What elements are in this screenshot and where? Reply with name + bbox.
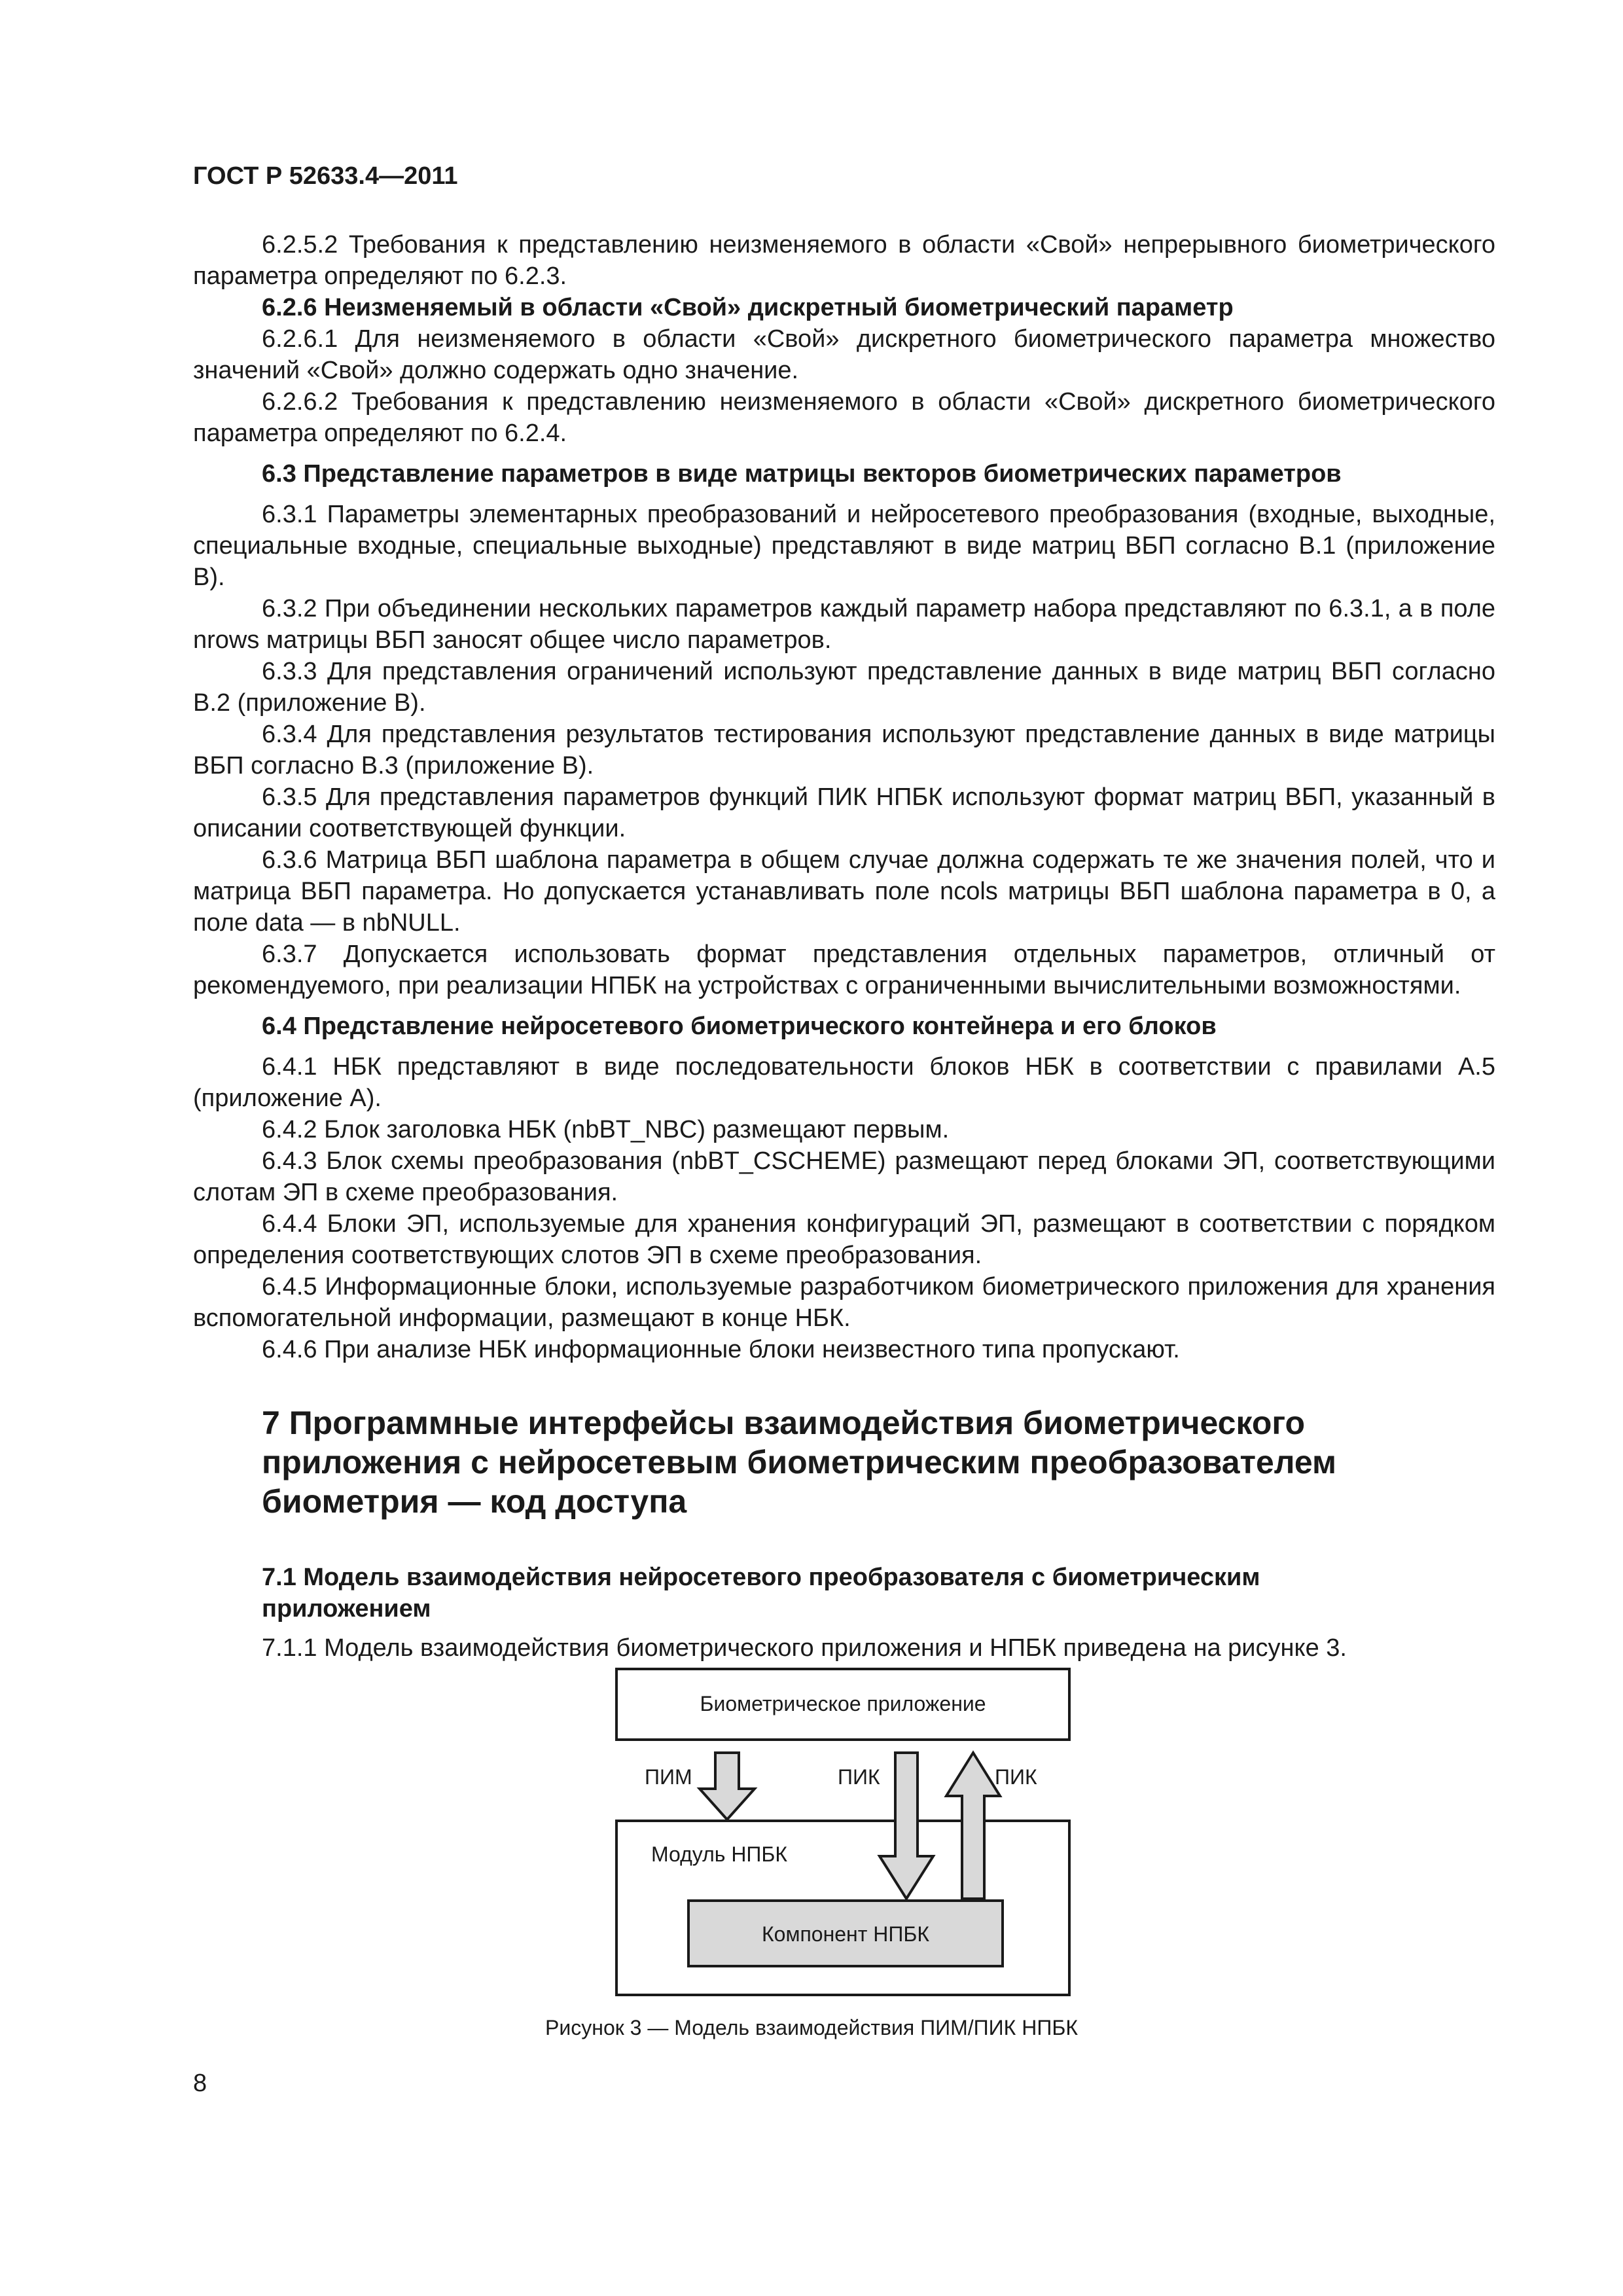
paragraph-6-3-2: 6.3.2 При объединении нескольких параметров каждый параметр набора представляют по 6.3.1, а в поле nrows матрицы ВБП заносят общее число параметров. <box>193 595 1495 654</box>
chapter-7-heading: 7 Программные интерфейсы взаимодействия биометрического приложения с нейросетевым биометрическим преобразователем биометрия — код доступа <box>262 1405 1337 1520</box>
paragraph-6-2-5-2: 6.2.5.2 Требования к представлению неизменяемого в области «Свой» непрерывного биометрического параметра определяют по 6.2.3. <box>193 231 1495 290</box>
pik-left-label: ПИК <box>838 1765 880 1789</box>
page-number: 8 <box>193 2070 207 2097</box>
paragraph-6-4-6: 6.4.6 При анализе НБК информационные блоки неизвестного типа пропускают. <box>262 1336 1180 1363</box>
page-body <box>193 229 1495 1664</box>
paragraph-6-2-6-2: 6.2.6.2 Требования к представлению неизменяемого в области «Свой» дискретного биометрического параметра определяют по 6.2.4. <box>193 388 1495 447</box>
heading-6-3: 6.3 Представление параметров в виде матрицы векторов биометрических параметров <box>262 460 1342 488</box>
paragraph-6-3-3: 6.3.3 Для представления ограничений используют представление данных в виде матриц ВБП согласно В.2 (приложение В). <box>193 658 1495 717</box>
paragraph-6-4-4: 6.4.4 Блоки ЭП, используемые для хранения конфигураций ЭП, размещают в соответствии с порядком определения соответствующих слотов ЭП в схеме преобразования. <box>193 1210 1495 1269</box>
paragraph-6-3-7: 6.3.7 Допускается использовать формат представления отдельных параметров, отличный от рекомендуемого, при реализации НПБК на устройствах с ограниченными вычислительными возможностями. <box>193 941 1495 999</box>
paragraph-6-4-2: 6.4.2 Блок заголовка НБК (nbBT_NBC) размещают первым. <box>262 1116 950 1143</box>
document-code: ГОСТ Р 52633.4—2011 <box>193 162 458 190</box>
figure-3-caption: Рисунок 3 — Модель взаимодействия ПИМ/ПИК НПБК <box>545 2016 1078 2039</box>
heading-6-4: 6.4 Представление нейросетевого биометрического контейнера и его блоков <box>262 1013 1217 1040</box>
paragraph-6-2-6-1: 6.2.6.1 Для неизменяемого в области «Свой» дискретного биометрического параметра множество значений «Свой» должно содержать одно значение. <box>193 325 1495 384</box>
heading-6-2-6: 6.2.6 Неизменяемый в области «Свой» дискретный биометрический параметр <box>262 294 1234 321</box>
figure-3-diagram <box>615 1668 1086 1998</box>
component-box-label: Компонент НПБК <box>762 1922 929 1946</box>
module-box-label: Модуль НПБК <box>651 1842 788 1866</box>
pim-label: ПИМ <box>645 1765 692 1789</box>
pik-right-label: ПИК <box>995 1765 1037 1789</box>
paragraph-7-1-1: 7.1.1 Модель взаимодействия биометрического приложения и НПБК приведена на рисунке 3. <box>262 1634 1347 1662</box>
pim-arrow-down <box>700 1753 755 1820</box>
paragraph-6-3-6: 6.3.6 Матрица ВБП шаблона параметра в общем случае должна содержать те же значения полей, что и матрица ВБП параметра. Но допускается устанавливать поле ncols матрицы ВБП шаблона параметра в 0, а поле data — в nbNULL. <box>193 846 1495 937</box>
app-box-label: Биометрическое приложение <box>700 1692 986 1715</box>
paragraph-6-4-3: 6.4.3 Блок схемы преобразования (nbBT_CSCHEME) размещают перед блоками ЭП, соответствующими слотам ЭП в схеме преобразования. <box>193 1147 1495 1206</box>
heading-7-1: 7.1 Модель взаимодействия нейросетевого преобразователя с биометрическим приложением <box>262 1564 1260 1623</box>
paragraph-6-4-5: 6.4.5 Информационные блоки, используемые разработчиком биометрического приложения для хранения вспомогательной информации, размещают в конце НБК. <box>193 1273 1495 1332</box>
paragraph-6-3-5: 6.3.5 Для представления параметров функций ПИК НПБК используют формат матриц ВБП, указанный в описании соответствующей функции. <box>193 783 1495 842</box>
paragraph-6-3-4: 6.3.4 Для представления результатов тестирования используют представление данных в виде матрицы ВБП согласно В.3 (приложение В). <box>193 721 1495 780</box>
paragraph-6-3-1: 6.3.1 Параметры элементарных преобразований и нейросетевого преобразования (входные, выходные, специальные входные, специальные выходные) представляют в виде матриц ВБП согласно В.1 (приложение В). <box>193 501 1495 591</box>
paragraph-6-4-1: 6.4.1 НБК представляют в виде последовательности блоков НБК в соответствии с правилами А.5 (приложение А). <box>193 1053 1495 1112</box>
